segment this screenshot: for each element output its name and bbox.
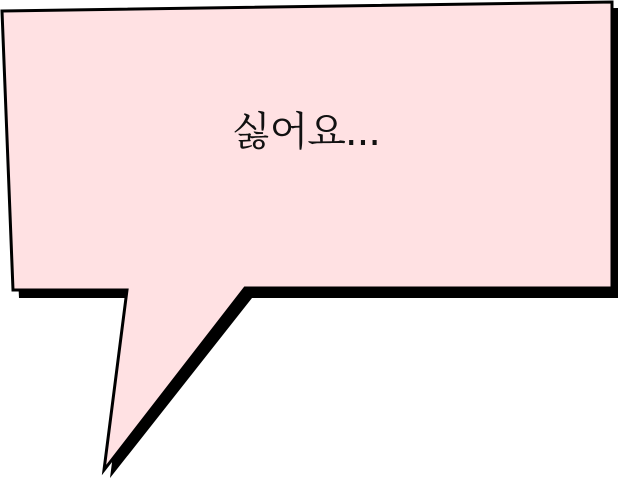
speech-bubble-body [2,2,612,470]
speech-bubble-text: 싫어요... [231,109,381,155]
